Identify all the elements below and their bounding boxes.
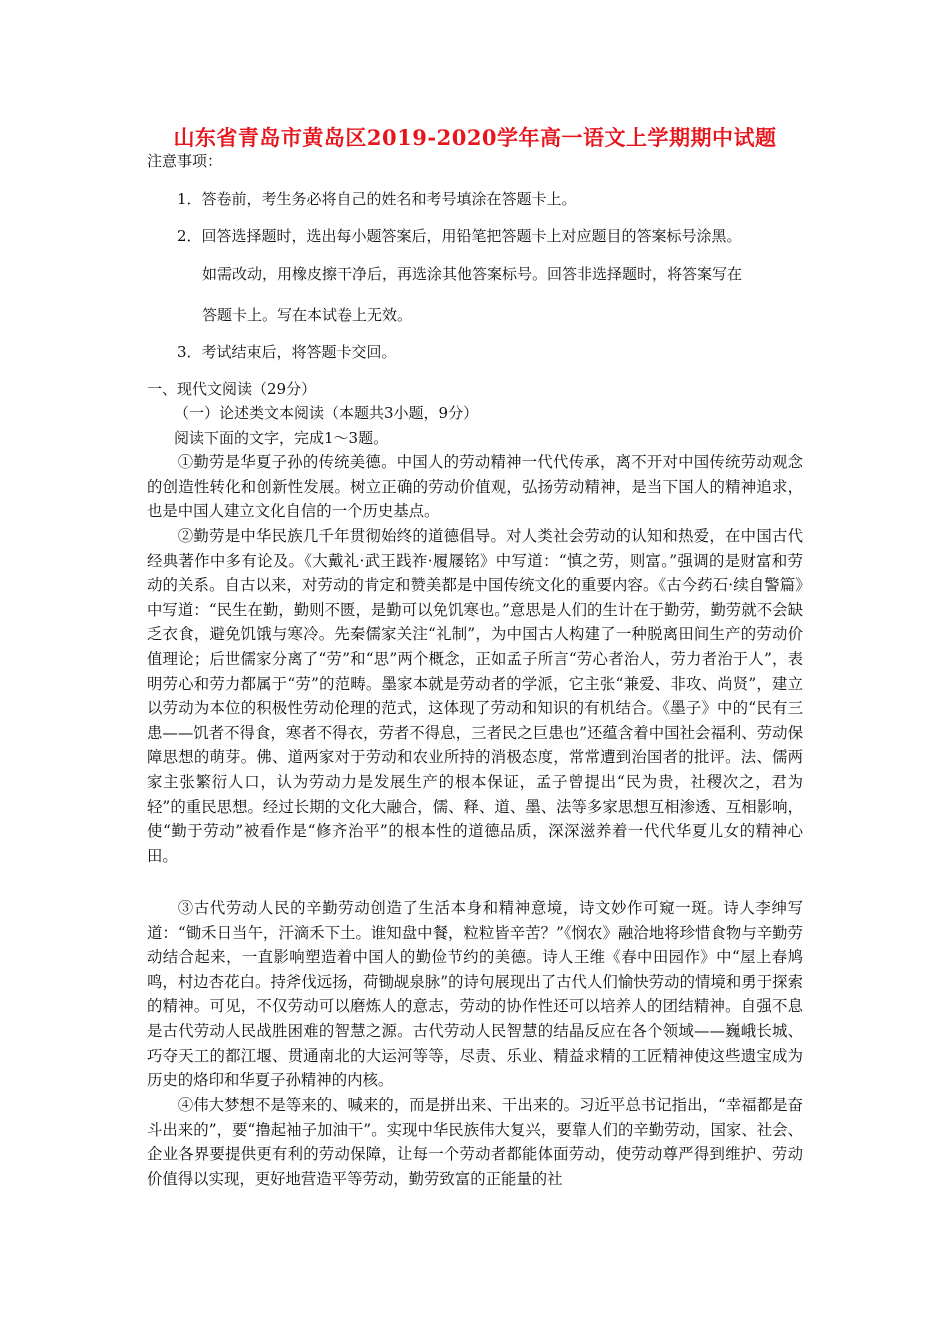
passage-paragraph-1: ①勤劳是华夏子孙的传统美德。中国人的劳动精神一代代传承，离不开对中国传统劳动观念的创造性转化和创新性发展。树立正确的劳动价值观，弘扬劳动精神，是当下国人的精神追求，也是中国人建立文化自信的一个历史基点。 xyxy=(147,453,803,521)
notice-item-3: 3．考试结束后，将答题卡交回。 xyxy=(177,343,397,361)
subsection-heading: （一）论述类文本阅读（本题共3小题，9分） xyxy=(174,404,479,422)
exam-title: 山东省青岛市黄岛区2019-2020学年高一语文上学期期中试题 xyxy=(173,125,777,150)
notice-item-1: 1．答卷前，考生务必将自己的姓名和考号填涂在答题卡上。 xyxy=(177,190,577,208)
passage-paragraph-3: ③古代劳动人民的辛勤劳动创造了生活本身和精神意境，诗文妙作可窥一斑。诗人李绅写道：“锄禾日当午，汗滴禾下土。谁知盘中餐，粒粒皆辛苦？”《悯农》融洽地将珍惜食物与辛勤劳动结合起来，一直影响塑造着中国人的勤俭节约的美德。诗人王维《春中田园作》中“屋上春鸠鸣，村边杏花白。持斧伐远扬，荷锄觇泉脉”的诗句展现出了古代人们愉快劳动的情境和勇于探索的精神。可见，不仅劳动可以磨炼人的意志，劳动的协作性还可以培养人的团结精神。自强不息是古代劳动人民战胜困难的智慧之源。古代劳动人民智慧的结晶反应在各个领域——巍峨长城、巧夺天工的都江堰、贯通南北的大运河等等，尽责、乐业、精益求精的工匠精神使这些遗宝成为历史的烙印和华夏子孙精神的内核。 xyxy=(147,899,803,1090)
notice-item-2-continued-2: 答题卡上。写在本试卷上无效。 xyxy=(202,306,413,324)
notice-item-2-continued: 如需改动，用橡皮擦干净后，再选涂其他答案标号。回答非选择题时，将答案写在 xyxy=(202,265,743,283)
section-heading: 一、现代文阅读（29分） xyxy=(147,380,317,398)
notice-heading: 注意事项： xyxy=(147,152,223,170)
notice-item-2: 2．回答选择题时，选出每小题答案后，用铅笔把答题卡上对应题目的答案标号涂黑。 xyxy=(177,227,742,245)
reading-instruction: 阅读下面的文字，完成1～3题。 xyxy=(174,429,389,447)
passage-paragraph-2: ②勤劳是中华民族几千年贯彻始终的道德倡导。对人类社会劳动的认知和热爱，在中国古代经典著作中多有论及。《大戴礼·武王践祚·履屦铭》中写道：“慎之劳，则富。”强调的是财富和劳动的关系。自古以来，对劳动的肯定和赞美都是中国传统文化的重要内容。《古今药石·续自警篇》中写道：“民生在勤，勤则不匮，是勤可以免饥寒也。”意思是人们的生计在于勤劳，勤劳就不会缺乏衣食，避免饥饿与寒冷。先秦儒家关注“礼制”，为中国古人构建了一种脱离田间生产的劳动价值理论；后世儒家分离了“劳”和“思”两个概念，正如孟子所言“劳心者治人，劳力者治于人”，表明劳心和劳力都属于“劳”的范畴。墨家本就是劳动者的学派，它主张“兼爱、非攻、尚贤”，建立以劳动为本位的积极性劳动伦理的范式，这体现了劳动和知识的有机结合。《墨子》中的“民有三患——饥者不得食，寒者不得衣，劳者不得息，三者民之巨患也”还蕴含着中国社会福利、劳动保障思想的萌芽。佛、道两家对于劳动和农业所持的消极态度，常常遭到治国者的批评。法、儒两家主张繁衍人口，认为劳动力是发展生产的根本保证，孟子曾提出“民为贵，社稷次之，君为轻”的重民思想。经过长期的文化大融合，儒、释、道、墨、法等多家思想互相渗透、互相影响，使“勤于劳动”被看作是“修齐治平”的根本性的道德品质，深深滋养着一代代华夏儿女的精神心田。 xyxy=(147,527,803,865)
passage-paragraph-4: ④伟大梦想不是等来的、喊来的，而是拼出来、干出来的。习近平总书记指出，“幸福都是奋斗出来的”，要“撸起袖子加油干”。实现中华民族伟大复兴，要靠人们的辛勤劳动，国家、社会、企业各界要提供更有利的劳动保障，让每一个劳动者都能体面劳动，使劳动尊严得到维护、劳动价值得以实现，更好地营造平等劳动，勤劳致富的正能量的社 xyxy=(147,1096,803,1188)
